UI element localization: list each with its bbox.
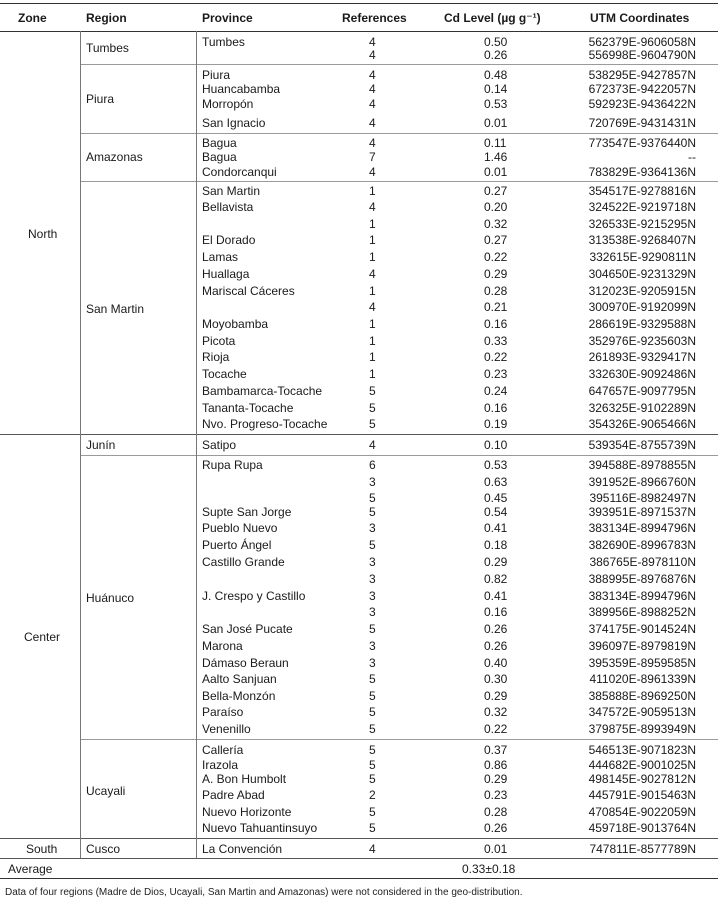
cell-province: San Martin xyxy=(202,184,261,198)
cell-references: 7 xyxy=(369,150,376,164)
cell-province: Bella-Monzón xyxy=(202,689,276,703)
cell-utm: 396097E-8979819N xyxy=(588,639,696,653)
cell-utm: 304650E-9231329N xyxy=(588,267,696,281)
cell-utm: 546513E-9071823N xyxy=(588,743,696,757)
cell-references: 5 xyxy=(369,805,376,819)
cell-province: J. Crespo y Castillo xyxy=(202,589,306,603)
cell-province: Lamas xyxy=(202,250,239,264)
cell-cd-level: 0.18 xyxy=(484,538,508,552)
cell-utm: 395359E-8959585N xyxy=(588,656,696,670)
footnote: Data of four regions (Madre de Dios, Ucayali, San Martin and Amazonas) were not considered in the geo-distribution. xyxy=(5,887,523,898)
cell-references: 5 xyxy=(369,538,376,552)
cell-province: Puerto Ángel xyxy=(202,538,272,552)
region-ucayali: Ucayali xyxy=(86,784,126,798)
header-province: Province xyxy=(202,11,253,25)
cell-utm: 562379E-9606058N xyxy=(588,35,696,49)
cell-cd-level: 0.26 xyxy=(484,821,508,835)
cell-cd-level: 0.26 xyxy=(484,639,508,653)
header-references: References xyxy=(342,11,407,25)
region-rule xyxy=(80,133,718,134)
cell-province: Castillo Grande xyxy=(202,555,285,569)
cell-references: 5 xyxy=(369,705,376,719)
cell-references: 1 xyxy=(369,184,376,198)
cell-utm: 444682E-9001025N xyxy=(588,758,696,772)
cell-province: La Convención xyxy=(202,842,283,856)
cell-references: 3 xyxy=(369,589,376,603)
cell-utm: 445791E-9015463N xyxy=(588,788,696,802)
cell-references: 4 xyxy=(369,267,376,281)
cell-references: 5 xyxy=(369,672,376,686)
cell-cd-level: 0.16 xyxy=(484,401,508,415)
cell-province: Marona xyxy=(202,639,243,653)
cell-province: Bellavista xyxy=(202,200,254,214)
cell-cd-level: 0.63 xyxy=(484,475,508,489)
cell-cd-level: 0.29 xyxy=(484,689,508,703)
cell-references: 5 xyxy=(369,743,376,757)
cell-utm: 324522E-9219718N xyxy=(588,200,696,214)
cell-utm: 393951E-8971537N xyxy=(588,505,696,519)
cell-province: Venenillo xyxy=(202,722,251,736)
cell-utm: 379875E-8993949N xyxy=(588,722,696,736)
header-utm: UTM Coordinates xyxy=(590,11,690,25)
zone-rule xyxy=(0,838,718,839)
cell-province: San José Pucate xyxy=(202,622,293,636)
cell-utm: 386765E-8978110N xyxy=(589,555,696,569)
cell-utm: 459718E-9013764N xyxy=(588,821,696,835)
cell-utm: 391952E-8966760N xyxy=(588,475,696,489)
cell-references: 3 xyxy=(369,605,376,619)
region-junin: Junín xyxy=(86,438,116,452)
cell-cd-level: 0.22 xyxy=(484,350,508,364)
cell-utm: 394588E-8978855N xyxy=(588,458,696,472)
average-value: 0.33±0.18 xyxy=(462,862,516,876)
region-rule xyxy=(80,64,718,65)
region-rule xyxy=(80,455,718,456)
cell-references: 4 xyxy=(369,68,376,82)
bottom-rule xyxy=(0,878,718,879)
cell-references: 3 xyxy=(369,572,376,586)
cell-cd-level: 0.33 xyxy=(484,334,508,348)
cell-utm: 374175E-9014524N xyxy=(588,622,696,636)
cell-cd-level: 0.45 xyxy=(484,491,508,505)
cell-utm: 383134E-8994796N xyxy=(588,589,696,603)
cell-province: Bagua xyxy=(202,150,237,164)
cell-utm: 347572E-9059513N xyxy=(588,705,696,719)
cell-cd-level: 0.26 xyxy=(484,622,508,636)
cell-utm: 470854E-9022059N xyxy=(588,805,696,819)
region-piura: Piura xyxy=(86,92,115,106)
region-san-martin: San Martin xyxy=(86,302,145,316)
cell-cd-level: 0.37 xyxy=(484,743,508,757)
zone-center: Center xyxy=(24,630,61,644)
cell-cd-level: 0.40 xyxy=(484,656,508,670)
cell-province: Nuevo Horizonte xyxy=(202,805,292,819)
cell-province: Moyobamba xyxy=(202,317,269,331)
cell-references: 5 xyxy=(369,417,376,431)
cell-province: Nvo. Progreso-Tocache xyxy=(202,417,328,431)
cell-province: Picota xyxy=(202,334,236,348)
cell-cd-level: 0.32 xyxy=(484,705,508,719)
cell-references: 4 xyxy=(369,842,376,856)
cell-references: 5 xyxy=(369,689,376,703)
cell-references: 1 xyxy=(369,233,376,247)
cell-province: Condorcanqui xyxy=(202,165,277,179)
cell-utm: 389956E-8988252N xyxy=(588,605,696,619)
cell-utm: 332630E-9092486N xyxy=(588,367,696,381)
cell-province: Dámaso Beraun xyxy=(202,656,289,670)
cell-cd-level: 0.32 xyxy=(484,217,508,231)
cell-utm: 773547E-9376440N xyxy=(588,136,696,150)
cell-references: 5 xyxy=(369,758,376,772)
cell-utm: 261893E-9329417N xyxy=(588,350,696,364)
cell-utm: 385888E-8969250N xyxy=(588,689,696,703)
cell-references: 1 xyxy=(369,350,376,364)
cell-utm: 300970E-9192099N xyxy=(588,300,696,314)
cell-province: Nuevo Tahuantinsuyo xyxy=(202,821,318,835)
region-rule xyxy=(80,739,718,740)
cell-cd-level: 1.46 xyxy=(484,150,508,164)
cell-references: 1 xyxy=(369,250,376,264)
cell-cd-level: 0.48 xyxy=(484,68,508,82)
cell-utm: 332615E-9290811N xyxy=(589,250,696,264)
cell-references: 4 xyxy=(369,200,376,214)
region-rule xyxy=(80,181,718,182)
cell-province: Irazola xyxy=(202,758,239,772)
cell-cd-level: 0.28 xyxy=(484,284,508,298)
cell-province: San Ignacio xyxy=(202,116,266,130)
region-amazonas: Amazonas xyxy=(86,150,143,164)
cell-province: Huancabamba xyxy=(202,82,281,96)
cell-cd-level: 0.24 xyxy=(484,384,508,398)
cell-cd-level: 0.22 xyxy=(484,250,508,264)
cell-province: Rioja xyxy=(202,350,230,364)
cell-cd-level: 0.11 xyxy=(484,136,507,150)
cell-utm: 539354E-8755739N xyxy=(588,438,696,452)
cell-references: 4 xyxy=(369,136,376,150)
cell-province: Bagua xyxy=(202,136,237,150)
cell-utm: 383134E-8994796N xyxy=(588,521,696,535)
cell-cd-level: 0.01 xyxy=(484,116,508,130)
cell-utm: 352976E-9235603N xyxy=(588,334,696,348)
cell-utm: 747811E-8577789N xyxy=(589,842,696,856)
cell-province: Morropón xyxy=(202,97,254,111)
cell-cd-level: 0.23 xyxy=(484,788,508,802)
cell-references: 5 xyxy=(369,401,376,415)
cell-province: Rupa Rupa xyxy=(202,458,263,472)
column-rule-region xyxy=(196,31,197,858)
average-label: Average xyxy=(8,862,53,876)
cell-references: 5 xyxy=(369,722,376,736)
cell-utm: 286619E-9329588N xyxy=(588,317,696,331)
cell-cd-level: 0.28 xyxy=(484,805,508,819)
cell-cd-level: 0.41 xyxy=(484,589,508,603)
cell-utm: 411020E-8961339N xyxy=(589,672,696,686)
cell-references: 2 xyxy=(369,788,376,802)
header-cd-level: Cd Level (µg g⁻¹) xyxy=(444,11,541,25)
cell-references: 4 xyxy=(369,82,376,96)
cell-cd-level: 0.01 xyxy=(484,842,508,856)
cell-cd-level: 0.16 xyxy=(484,605,508,619)
cell-cd-level: 0.29 xyxy=(484,555,508,569)
cell-cd-level: 0.29 xyxy=(484,267,508,281)
zone-rule xyxy=(0,434,718,435)
cell-utm: 672373E-9422057N xyxy=(588,82,696,96)
cell-province: Supte San Jorge xyxy=(202,505,292,519)
cell-references: 4 xyxy=(369,438,376,452)
cell-utm: 556998E-9604790N xyxy=(588,48,696,62)
cell-utm: 354517E-9278816N xyxy=(588,184,696,198)
cell-cd-level: 0.53 xyxy=(484,458,508,472)
cell-cd-level: 0.16 xyxy=(484,317,508,331)
zone-south: South xyxy=(26,842,58,856)
zone-rule xyxy=(0,858,718,859)
cell-cd-level: 0.26 xyxy=(484,48,508,62)
cell-references: 6 xyxy=(369,458,376,472)
cell-cd-level: 0.19 xyxy=(484,417,508,431)
zone-north: North xyxy=(28,227,58,241)
column-rule-zone xyxy=(80,31,81,858)
cell-cd-level: 0.86 xyxy=(484,758,508,772)
cell-references: 5 xyxy=(369,821,376,835)
cell-province: Callería xyxy=(202,743,244,757)
top-rule xyxy=(0,3,718,4)
cell-references: 5 xyxy=(369,505,376,519)
cell-province: Piura xyxy=(202,68,231,82)
cell-cd-level: 0.54 xyxy=(484,505,508,519)
cell-utm: 498145E-9027812N xyxy=(588,772,696,786)
cell-province: El Dorado xyxy=(202,233,256,247)
cell-utm: 312023E-9205915N xyxy=(588,284,696,298)
cell-cd-level: 0.01 xyxy=(484,165,508,179)
cell-utm: -- xyxy=(688,150,696,164)
cell-utm: 592923E-9436422N xyxy=(588,97,696,111)
cell-references: 4 xyxy=(369,97,376,111)
cell-province: Tocache xyxy=(202,367,247,381)
cell-references: 4 xyxy=(369,116,376,130)
cell-utm: 326533E-9215295N xyxy=(588,217,696,231)
cell-references: 1 xyxy=(369,217,376,231)
cell-utm: 647657E-9097795N xyxy=(588,384,696,398)
cell-references: 5 xyxy=(369,772,376,786)
cell-province: Mariscal Cáceres xyxy=(202,284,295,298)
cell-references: 4 xyxy=(369,300,376,314)
cell-cd-level: 0.22 xyxy=(484,722,508,736)
cell-cd-level: 0.53 xyxy=(484,97,508,111)
cell-province: Huallaga xyxy=(202,267,250,281)
cell-references: 3 xyxy=(369,656,376,670)
header-region: Region xyxy=(86,11,127,25)
cell-cd-level: 0.27 xyxy=(484,233,508,247)
cell-utm: 388995E-8976876N xyxy=(588,572,696,586)
cell-references: 1 xyxy=(369,334,376,348)
cell-references: 4 xyxy=(369,48,376,62)
cell-utm: 783829E-9364136N xyxy=(588,165,696,179)
cell-references: 5 xyxy=(369,622,376,636)
cell-references: 5 xyxy=(369,384,376,398)
cell-cd-level: 0.82 xyxy=(484,572,508,586)
region-cusco: Cusco xyxy=(86,842,121,856)
cell-references: 4 xyxy=(369,165,376,179)
region-tumbes: Tumbes xyxy=(86,41,129,55)
cell-cd-level: 0.20 xyxy=(484,200,508,214)
cell-references: 3 xyxy=(369,555,376,569)
region-huanuco: Huánuco xyxy=(86,591,135,605)
cell-province: Padre Abad xyxy=(202,788,265,802)
cell-utm: 326325E-9102289N xyxy=(588,401,696,415)
cell-utm: 382690E-8996783N xyxy=(588,538,696,552)
cell-references: 3 xyxy=(369,639,376,653)
cell-utm: 395116E-8982497N xyxy=(589,491,696,505)
cell-province: Pueblo Nuevo xyxy=(202,521,278,535)
cell-utm: 720769E-9431431N xyxy=(588,116,696,130)
cell-references: 1 xyxy=(369,317,376,331)
cell-province: Aalto Sanjuan xyxy=(202,672,277,686)
cell-cd-level: 0.21 xyxy=(484,300,508,314)
cell-province: Tumbes xyxy=(202,35,245,49)
cell-cd-level: 0.30 xyxy=(484,672,508,686)
cell-cd-level: 0.10 xyxy=(484,438,508,452)
cell-utm: 538295E-9427857N xyxy=(588,68,696,82)
cell-province: Paraíso xyxy=(202,705,244,719)
header-zone: Zone xyxy=(18,11,47,25)
cell-province: Tananta-Tocache xyxy=(202,401,294,415)
cell-references: 3 xyxy=(369,475,376,489)
cell-cd-level: 0.50 xyxy=(484,35,508,49)
cell-cd-level: 0.29 xyxy=(484,772,508,786)
cell-cd-level: 0.23 xyxy=(484,367,508,381)
cell-references: 5 xyxy=(369,491,376,505)
cell-cd-level: 0.14 xyxy=(484,82,508,96)
cell-cd-level: 0.41 xyxy=(484,521,508,535)
cell-province: Satipo xyxy=(202,438,237,452)
cell-references: 1 xyxy=(369,284,376,298)
cell-references: 1 xyxy=(369,367,376,381)
cell-references: 3 xyxy=(369,521,376,535)
cell-references: 4 xyxy=(369,35,376,49)
cell-cd-level: 0.27 xyxy=(484,184,508,198)
cell-province: Bambamarca-Tocache xyxy=(202,384,323,398)
cell-utm: 354326E-9065466N xyxy=(588,417,696,431)
cell-utm: 313538E-9268407N xyxy=(588,233,696,247)
cell-province: A. Bon Humbolt xyxy=(202,772,287,786)
header-rule xyxy=(0,31,718,32)
